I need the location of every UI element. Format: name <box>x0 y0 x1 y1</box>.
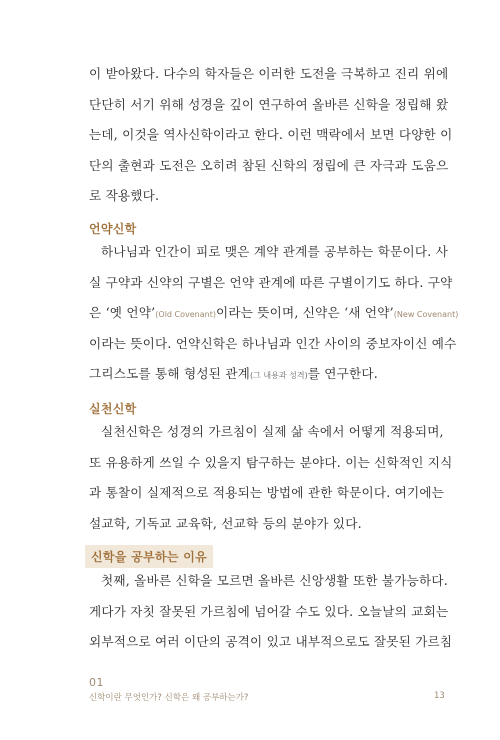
paragraph-line: 이 받아왔다. 다수의 학자들은 이러한 도전을 극복하고 진리 위에 <box>89 66 449 81</box>
text-segment: 이라는 뜻이며, 신약은 ‘새 언약’ <box>215 305 394 320</box>
paragraph-line: 과 통찰이 실제적으로 적용되는 방법에 관한 학문이다. 여기에는 <box>89 485 445 500</box>
paragraph-line: 이라는 뜻이다. 언약신학은 하나님과 인간 사이의 중보자이신 예수 <box>89 335 457 351</box>
reason-paragraph <box>89 566 453 658</box>
paragraph-line: 단의 출현과 도전은 오히려 참된 신학의 정립에 큰 자극과 도움으 <box>89 157 449 173</box>
chapter-number: 01 <box>89 676 104 689</box>
section-heading-reason: 신학을 공부하는 이유 <box>85 545 213 568</box>
paragraph-line: 외부적으로 여러 이단의 공격이 있고 내부적으로도 잘못된 가르침 <box>89 634 453 649</box>
paragraph-line: 게다가 자칫 잘못된 가르침에 넘어갈 수도 있다. 오늘날의 교회는 <box>89 603 449 619</box>
paragraph-line: 로 작용했다. <box>89 188 160 203</box>
practical-paragraph <box>89 417 453 539</box>
paragraph-line <box>89 359 441 390</box>
paragraph-line: 또 유용하게 쓰일 수 있을지 탐구하는 분야다. 이는 신학적인 지식 <box>89 454 453 470</box>
paragraph-line: 는데, 이것을 역사신학이라고 한다. 이런 맥락에서 보면 다양한 이 <box>89 127 453 142</box>
parenthetical-note: (그 내용과 성격) <box>250 371 308 380</box>
paragraph-line: 하나님과 인간이 피로 맺은 계약 관계를 공부하는 학문이다. 사 <box>101 244 448 259</box>
text-segment: 를 연구한다. <box>307 366 378 381</box>
section-heading-practical: 실천신학 <box>89 402 137 416</box>
paragraph-line: 실 구약과 신약의 구별은 언약 관계에 따른 구별이기도 하다. 구약 <box>89 274 453 290</box>
english-gloss-old-covenant: (Old Covenant) <box>155 310 216 319</box>
paragraph-line: 단단히 서기 위해 성경을 깊이 연구하여 올바른 신학을 정립해 왔 <box>89 96 449 112</box>
intro-paragraph <box>89 59 453 212</box>
english-gloss-new-covenant: (New Covenant) <box>393 310 459 319</box>
chapter-title: 신학이란 무엇인가? 신학은 왜 공부하는가? <box>89 693 249 703</box>
text-segment: 그리스도를 통해 형성된 관계 <box>89 366 250 381</box>
paragraph-line <box>89 298 459 329</box>
page-number: 13 <box>434 691 445 701</box>
text-segment: 은 ‘옛 언약’ <box>89 305 156 320</box>
covenant-paragraph <box>89 237 459 390</box>
paragraph-line: 설교학, 기독교 교육학, 선교학 등의 분야가 있다. <box>89 515 362 531</box>
section-heading-covenant: 언약신학 <box>89 222 137 236</box>
paragraph-line: 첫째, 올바른 신학을 모르면 올바른 신앙생활 또한 불가능하다. <box>101 573 448 588</box>
paragraph-line: 실천신학은 성경의 가르침이 실제 삶 속에서 어떻게 적용되며, <box>101 424 444 439</box>
